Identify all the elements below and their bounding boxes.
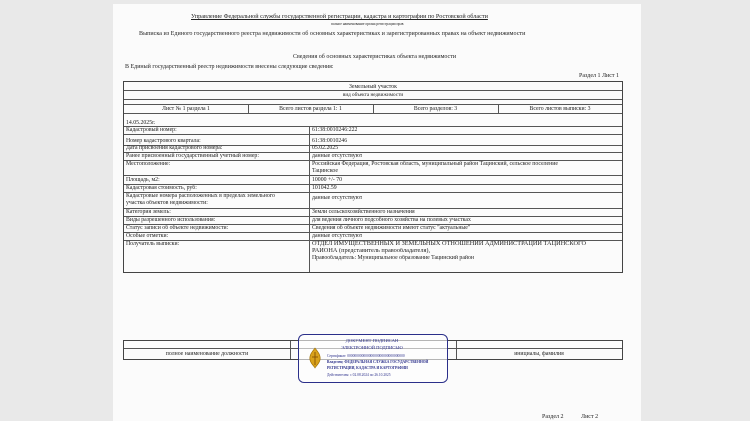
row-label-quarter: Номер кадастрового квартала:: [126, 138, 201, 144]
row-value-cadastral-number: 61:38:0010246:222: [312, 127, 358, 133]
row-value-permitted-use: для ведения личного подсобного хозяйства на полевых участках: [312, 217, 471, 223]
row-value-location-2: Тацинское: [312, 168, 338, 174]
row-label-permitted-use: Виды разрешенного использования:: [126, 217, 216, 223]
total-sections: Всего разделов: 3: [413, 106, 458, 112]
org-note: полное наименование органа регистрации прав: [331, 22, 404, 26]
row-value-recipient-2: РАЙОНА (представитель правообладателя),: [312, 248, 431, 254]
row-label-location: Местоположение:: [126, 161, 171, 167]
section-title: Сведения об основных характеристиках объекта недвижимости: [293, 54, 457, 60]
row-label-area: Площадь, м2:: [126, 177, 160, 183]
object-type-note: вид объекта недвижимости: [342, 92, 404, 98]
object-type: Земельный участок: [349, 84, 397, 90]
page-marker-top: Раздел 1 Лист 1: [579, 73, 620, 79]
row-label-recipient: Получатель выписки:: [126, 241, 180, 247]
row-label-prev-number: Ранее присвоенный государственный учетный номер:: [126, 153, 259, 159]
stamp-line-2: ЭЛЕКТРОННОЙ ПОДПИСЬЮ: [341, 345, 403, 350]
stamp-line-6: Действителен: с 02.08.2024 по 26.10.2025: [327, 373, 391, 377]
extract-title: Выписка из Единого государственного реестра недвижимости об основных характеристиках и зарегистрированных правах на объект недвижимости: [139, 31, 526, 37]
stamp-line-3: Сертификат: 00000000000000000000000000000000: [327, 354, 405, 358]
signature-position-label: полное наименование должности: [165, 351, 249, 357]
row-value-recipient-3: Правообладатель: Муниципальное образование Тацинский район: [312, 255, 474, 261]
footer-section-marker: Раздел 2: [542, 414, 564, 420]
row-value-land-category: Земли сельскохозяйственного назначения: [312, 209, 415, 215]
row-value-location: Российская Федерация, Ростовская область, муниципальный район Тацинский, сельское поселение: [312, 161, 558, 167]
emblem-icon: [307, 347, 323, 369]
row-label-special-marks: Особые отметки:: [126, 233, 169, 239]
row-value-objects-within: данные отсутствуют: [312, 195, 363, 201]
property-table: [123, 81, 623, 273]
org-title: Управление Федеральной службы государственной регистрации, кадастра и картографии по Ростовской области: [191, 13, 488, 20]
row-value-recipient: ОТДЕЛ ИМУЩЕСТВЕННЫХ И ЗЕМЕЛЬНЫХ ОТНОШЕНИЙ АДМИНИСТРАЦИИ ТАЦИНСКОГО: [312, 241, 587, 247]
row-value-cost: 101042.59: [312, 185, 337, 191]
document-page: [113, 4, 641, 421]
row-value-quarter: 61:38:0010246: [312, 138, 348, 144]
row-label-objects-within-2: участка объектов недвижимости:: [126, 200, 208, 206]
row-value-record-status: Сведения об объекте недвижимости имеют статус "актуальные": [312, 225, 471, 231]
row-value-special-marks: данные отсутствуют: [312, 233, 363, 239]
extract-date: 14.05.2025г.: [126, 120, 156, 126]
row-label-record-status: Статус записи об объекте недвижимости:: [126, 225, 229, 231]
sheet-number: Лист № 1 раздела 1: [162, 106, 210, 112]
footer-sheet-marker: Лист 2: [581, 414, 599, 420]
stamp-line-5: РЕГИСТРАЦИИ, КАДАСТРА И КАРТОГРАФИИ: [327, 366, 408, 370]
electronic-signature-stamp: [298, 334, 448, 383]
stamp-line-4: Владелец: ФЕДЕРАЛЬНАЯ СЛУЖБА ГОСУДАРСТВЕННОЙ: [327, 360, 429, 364]
row-label-assign-date: Дата присвоения кадастрового номера:: [126, 145, 223, 151]
signature-name-label: инициалы, фамилия: [514, 351, 564, 357]
row-value-assign-date: 05.02.2025: [312, 145, 339, 151]
row-label-land-category: Категория земель:: [126, 209, 171, 215]
total-sheets-section: Всего листов раздела 1: 1: [279, 106, 342, 112]
intro-text: В Единый государственный реестр недвижимости внесены следующие сведения:: [125, 64, 334, 70]
row-label-cadastral-number: Кадастровый номер:: [126, 127, 177, 133]
row-label-objects-within: Кадастровые номера расположенных в пределах земельного: [126, 193, 275, 199]
total-sheets-extract: Всего листов выписки: 3: [529, 106, 591, 112]
row-label-cost: Кадастровая стоимость, руб:: [126, 185, 197, 191]
stamp-line-1: ДОКУМЕНТ ПОДПИСАН: [345, 338, 399, 343]
row-value-prev-number: данные отсутствуют: [312, 153, 363, 159]
row-value-area: 10000 +/- 70: [312, 177, 342, 183]
